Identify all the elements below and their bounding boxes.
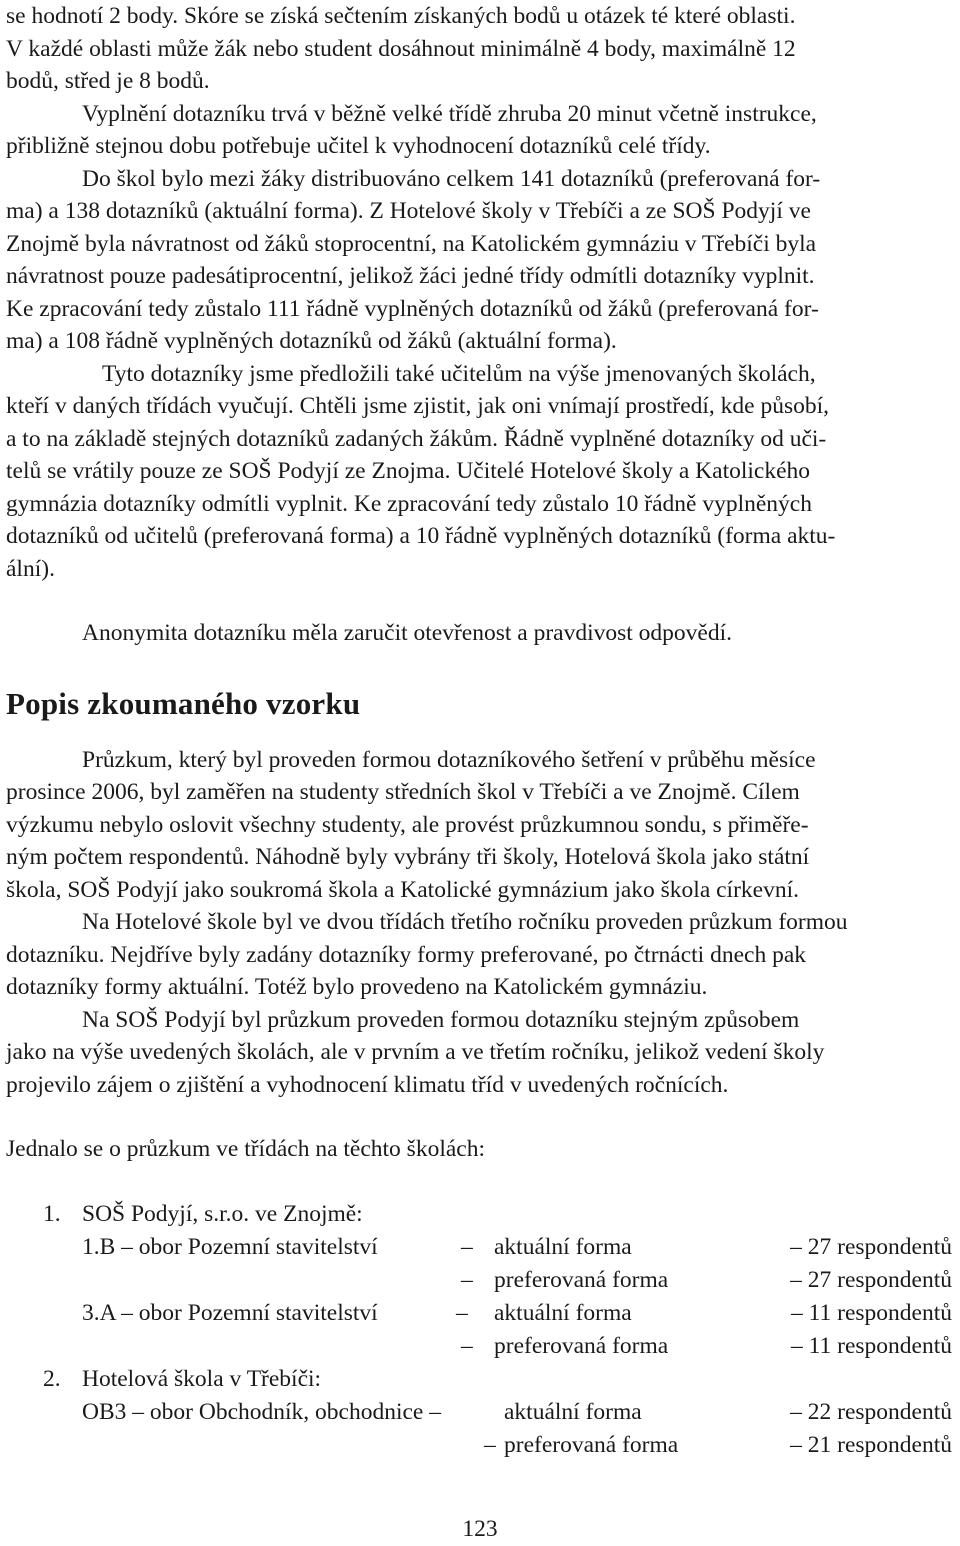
form-label: preferovaná forma — [494, 1266, 669, 1293]
text-line: jako na výše uvedených školách, ale v prvním a ve třetím ročníku, jelikož vedení školy — [6, 1039, 825, 1065]
class-label: 1.B – obor Pozemní stavitelství — [82, 1233, 378, 1260]
list-item-heading — [6, 1198, 954, 1231]
text-line: výzkumu nebylo oslovit všechny studenty, ale provést průzkumnou sondu, s přiměře- — [6, 811, 809, 838]
text-line: kteří v daných třídách vyučují. Chtěli jsme zjistit, jak oni vnímají prostředí, kde působí, — [6, 393, 830, 419]
section-heading: Popis zkoumaného vzorku — [6, 685, 361, 721]
class-label: 3.A – obor Pozemní stavitelství — [82, 1299, 378, 1326]
school-name: Hotelová škola v Třebíči: — [82, 1365, 322, 1392]
text-line: přibližně stejnou dobu potřebuje učitel k vyhodnocení dotazníků celé třídy. — [6, 133, 711, 159]
respondent-count: – 11 respondentů — [791, 1299, 952, 1326]
form-label: aktuální forma — [494, 1299, 632, 1326]
text-line: Ke zpracování tedy zůstalo 111 řádně vyplněných dotazníků od žáků (preferovaná for- — [6, 295, 819, 322]
text-line: prosince 2006, byl zaměřen na studenty středních škol v Třebíči a ve Znojmě. Cílem — [6, 779, 800, 805]
list-row — [6, 1330, 954, 1363]
dash: – — [484, 1431, 496, 1458]
text-line: dotazníky formy aktuální. Totéž bylo provedeno na Katolickém gymnáziu. — [6, 974, 708, 1000]
text-line: ma) a 108 řádně vyplněných dotazníků od žáků (aktuální forma). — [6, 328, 617, 354]
list-number: 2. — [43, 1365, 61, 1392]
respondent-count: – 22 respondentů — [790, 1398, 952, 1425]
respondent-count: – 11 respondentů — [791, 1332, 952, 1359]
text-line: ma) a 138 dotazníků (aktuální forma). Z Hotelové školy v Třebíči a ze SOŠ Podyjí ve — [6, 198, 811, 224]
paragraph-distribution — [6, 163, 954, 358]
page-number: 123 — [462, 1516, 498, 1542]
school-list — [6, 1198, 954, 1462]
text-line: bodů, střed je 8 bodů. — [6, 68, 210, 94]
text-line: telů se vrátily pouze ze SOŠ Podyjí ze Znojma. Učitelé Hotelové školy a Katolického — [6, 458, 811, 484]
text-line: Do škol bylo mezi žáky distribuováno celkem 141 dotazníků (preferovaná for- — [82, 165, 821, 192]
text-line: gymnázia dotazníky odmítli vyplnit. Ke zpracování tedy zůstalo 10 řádně vyplněných — [6, 490, 812, 517]
list-row — [6, 1429, 954, 1462]
text-line: Znojmě byla návratnost od žáků stoprocentní, na Katolickém gymnáziu v Třebíči byla — [6, 230, 817, 257]
paragraph-hotel-school — [6, 906, 954, 1004]
list-item-heading — [6, 1363, 954, 1396]
dash: – — [456, 1299, 468, 1326]
paragraph-survey — [6, 744, 954, 907]
form-label: aktuální forma — [494, 1233, 632, 1260]
paragraph-scoring — [6, 0, 954, 98]
text-line: se hodnotí 2 body. Skóre se získá sečtením získaných bodů u otázek té které oblasti. — [6, 3, 796, 29]
dash: – — [461, 1332, 473, 1359]
class-label: OB3 – obor Obchodník, obchodnice – — [82, 1398, 441, 1425]
dash: – — [461, 1266, 473, 1293]
paragraph-sos-podyji — [6, 1004, 954, 1102]
dash: – — [461, 1233, 473, 1260]
text-line: Tyto dotazníky jsme předložili také učitelům na výše jmenovaných školách, — [102, 360, 816, 387]
respondent-count: – 21 respondentů — [790, 1431, 952, 1458]
respondent-count: – 27 respondentů — [790, 1233, 952, 1260]
list-row — [6, 1264, 954, 1297]
text-line: dotazníku. Nejdříve byly zadány dotazníky formy preferované, po čtrnácti dnech pak — [6, 941, 806, 968]
form-label: preferovaná forma — [504, 1431, 679, 1458]
paragraph-anonymity: Anonymita dotazníku měla zaručit otevřenost a pravdivost odpovědí. — [82, 620, 732, 646]
text-line: návratnost pouze padesátiprocentní, jelikož žáci jedné třídy odmítli dotazníky vyplnit. — [6, 263, 815, 289]
text-line: dotazníků od učitelů (preferovaná forma) a 10 řádně vyplněných dotazníků (forma aktu- — [6, 523, 836, 549]
list-number: 1. — [43, 1200, 61, 1227]
text-line: Na SOŠ Podyjí byl průzkum proveden formou dotazníku stejným způsobem — [82, 1006, 800, 1033]
text-line: Vyplnění dotazníku trvá v běžně velké třídě zhruba 20 minut včetně instrukce, — [82, 100, 817, 127]
document-page — [6, 0, 954, 1462]
text-line: Průzkum, který byl proveden formou dotazníkového šetření v průběhu měsíce — [82, 746, 816, 773]
list-row — [6, 1231, 954, 1264]
list-row — [6, 1297, 954, 1330]
school-name: SOŠ Podyjí, s.r.o. ve Znojmě: — [82, 1200, 363, 1227]
text-line: škola, SOŠ Podyjí jako soukromá škola a Katolické gymnázium jako škola církevní. — [6, 876, 799, 903]
text-line: ným počtem respondentů. Náhodně byly vybrány tři školy, Hotelová škola jako státní — [6, 844, 810, 870]
respondent-count: – 27 respondentů — [790, 1266, 952, 1293]
list-intro: Jednalo se o průzkum ve třídách na těchto školách: — [6, 1136, 485, 1162]
form-label: preferovaná forma — [494, 1332, 669, 1359]
paragraph-duration — [6, 98, 954, 163]
list-row — [6, 1396, 954, 1429]
text-line: Na Hotelové škole byl ve dvou třídách třetího ročníku proveden průzkum formou — [82, 909, 848, 935]
paragraph-teachers — [6, 358, 954, 586]
form-label: aktuální forma — [504, 1398, 642, 1425]
text-line: projevilo zájem o zjištění a vyhodnocení klimatu tříd v uvedených ročnících. — [6, 1071, 729, 1098]
text-line: ální). — [6, 555, 55, 582]
text-line: a to na základě stejných dotazníků zadaných žákům. Řádně vyplněné dotazníky od uči- — [6, 425, 827, 452]
text-line: V každé oblasti může žák nebo student dosáhnout minimálně 4 body, maximálně 12 — [6, 35, 796, 62]
